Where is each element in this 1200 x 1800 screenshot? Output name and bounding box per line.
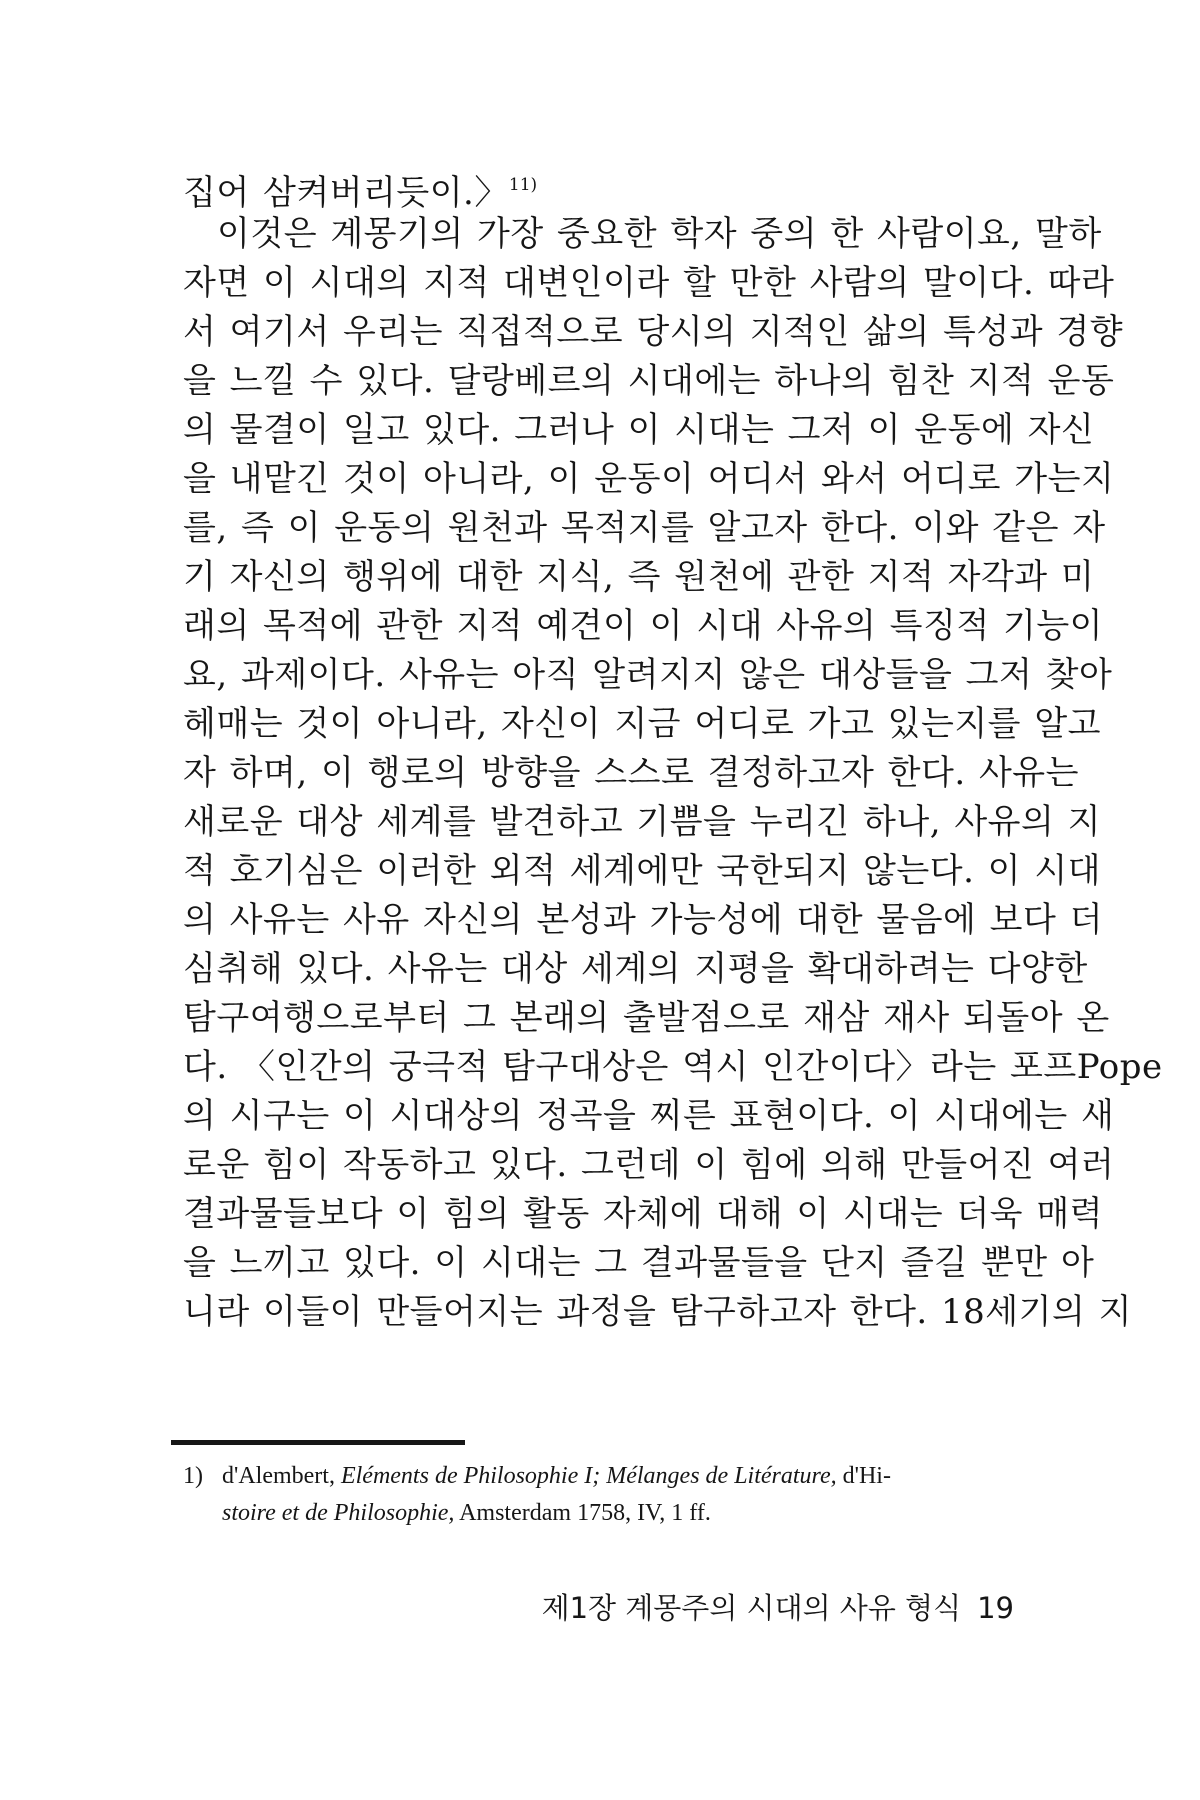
running-footer: [542, 1588, 1014, 1628]
body-line: 탐구여행으로부터 그 본래의 출발점으로 재삼 재사 되돌아 온: [183, 998, 1110, 1038]
footnote-number: 1): [183, 1463, 203, 1489]
footnote-author: d'Alembert,: [222, 1463, 335, 1489]
body-line: 기 자신의 행위에 대한 지식, 즉 원천에 관한 지적 자각과 미: [183, 557, 1095, 597]
body-line: 헤매는 것이 아니라, 자신이 지금 어디로 가고 있는지를 알고: [183, 704, 1102, 744]
footnote: [183, 1458, 1013, 1532]
body-line: 심취해 있다. 사유는 대상 세계의 지평을 확대하려는 다양한: [183, 949, 1088, 989]
body-line: 적 호기심은 이러한 외적 세계에만 국한되지 않는다. 이 시대: [183, 851, 1102, 891]
body-line: 자면 이 시대의 지적 대변인이라 할 만한 사람의 말이다. 따라: [183, 263, 1115, 303]
quote-ending: 집어 삼켜버리듯이.〉: [183, 173, 509, 213]
body-line: 의 시구는 이 시대상의 정곡을 찌른 표현이다. 이 시대에는 새: [183, 1096, 1115, 1136]
footnote-rule: [171, 1440, 465, 1445]
body-line: 의 사유는 사유 자신의 본성과 가능성에 대한 물음에 보다 더: [183, 900, 1104, 940]
body-line: 래의 목적에 관한 지적 예견이 이 시대 사유의 특징적 기능이: [183, 606, 1104, 646]
body-line: 자 하며, 이 행로의 방향을 스스로 결정하고자 한다. 사유는: [183, 753, 1079, 793]
body-line: 다. 〈인간의 궁극적 탐구대상은 역시 인간이다〉라는 포프Pope: [183, 1047, 1163, 1087]
body-line: 의 물결이 일고 있다. 그러나 이 시대는 그저 이 운동에 자신: [183, 410, 1095, 450]
footnote-reference: 11): [508, 175, 538, 195]
body-line: 결과물들보다 이 힘의 활동 자체에 대해 이 시대는 더욱 매력: [183, 1194, 1104, 1234]
body-line: [183, 161, 1013, 213]
footnote-title: Eléments de Philosophie I; Mélanges de Litérature,: [340, 1463, 837, 1489]
body-line: 을 느끼고 있다. 이 시대는 그 결과물들을 단지 즐길 뿐만 아: [183, 1243, 1095, 1283]
body-line: 를, 즉 이 운동의 원천과 목적지를 알고자 한다. 이와 같은 자: [183, 508, 1106, 548]
footnote-details: Amsterdam 1758, IV, 1 ff.: [459, 1500, 711, 1526]
body-line: 을 내맡긴 것이 아니라, 이 운동이 어디서 와서 어디로 가는지: [183, 459, 1115, 499]
body-line: 새로운 대상 세계를 발견하고 기쁨을 누리긴 하나, 사유의 지: [183, 802, 1102, 842]
footnote-title: stoire et de Philosophie,: [222, 1500, 455, 1526]
body-line: 요, 과제이다. 사유는 아직 알려지지 않은 대상들을 그저 찾아: [183, 655, 1113, 695]
paragraph-first-line: 이것은 계몽기의 가장 중요한 학자 중의 한 사람이요, 말하: [217, 214, 1102, 254]
body-line: 을 느낄 수 있다. 달랑베르의 시대에는 하나의 힘찬 지적 운동: [183, 361, 1115, 401]
body-line: 니라 이들이 만들어지는 과정을 탐구하고자 한다. 18세기의 지: [183, 1292, 1132, 1332]
body-line: 서 여기서 우리는 직접적으로 당시의 지적인 삶의 특성과 경향: [183, 312, 1124, 352]
body-text: [183, 161, 1163, 1337]
body-line: 로운 힘이 작동하고 있다. 그런데 이 힘에 의해 만들어진 여러: [183, 1145, 1115, 1185]
footnote-title-lead: d'Hi-: [842, 1463, 891, 1489]
chapter-title: 제1장 계몽주의 시대의 사유 형식: [541, 1591, 962, 1625]
page-number: 19: [977, 1591, 1014, 1625]
footnote-line: [183, 1458, 1013, 1495]
footnote-line: [183, 1495, 1013, 1532]
